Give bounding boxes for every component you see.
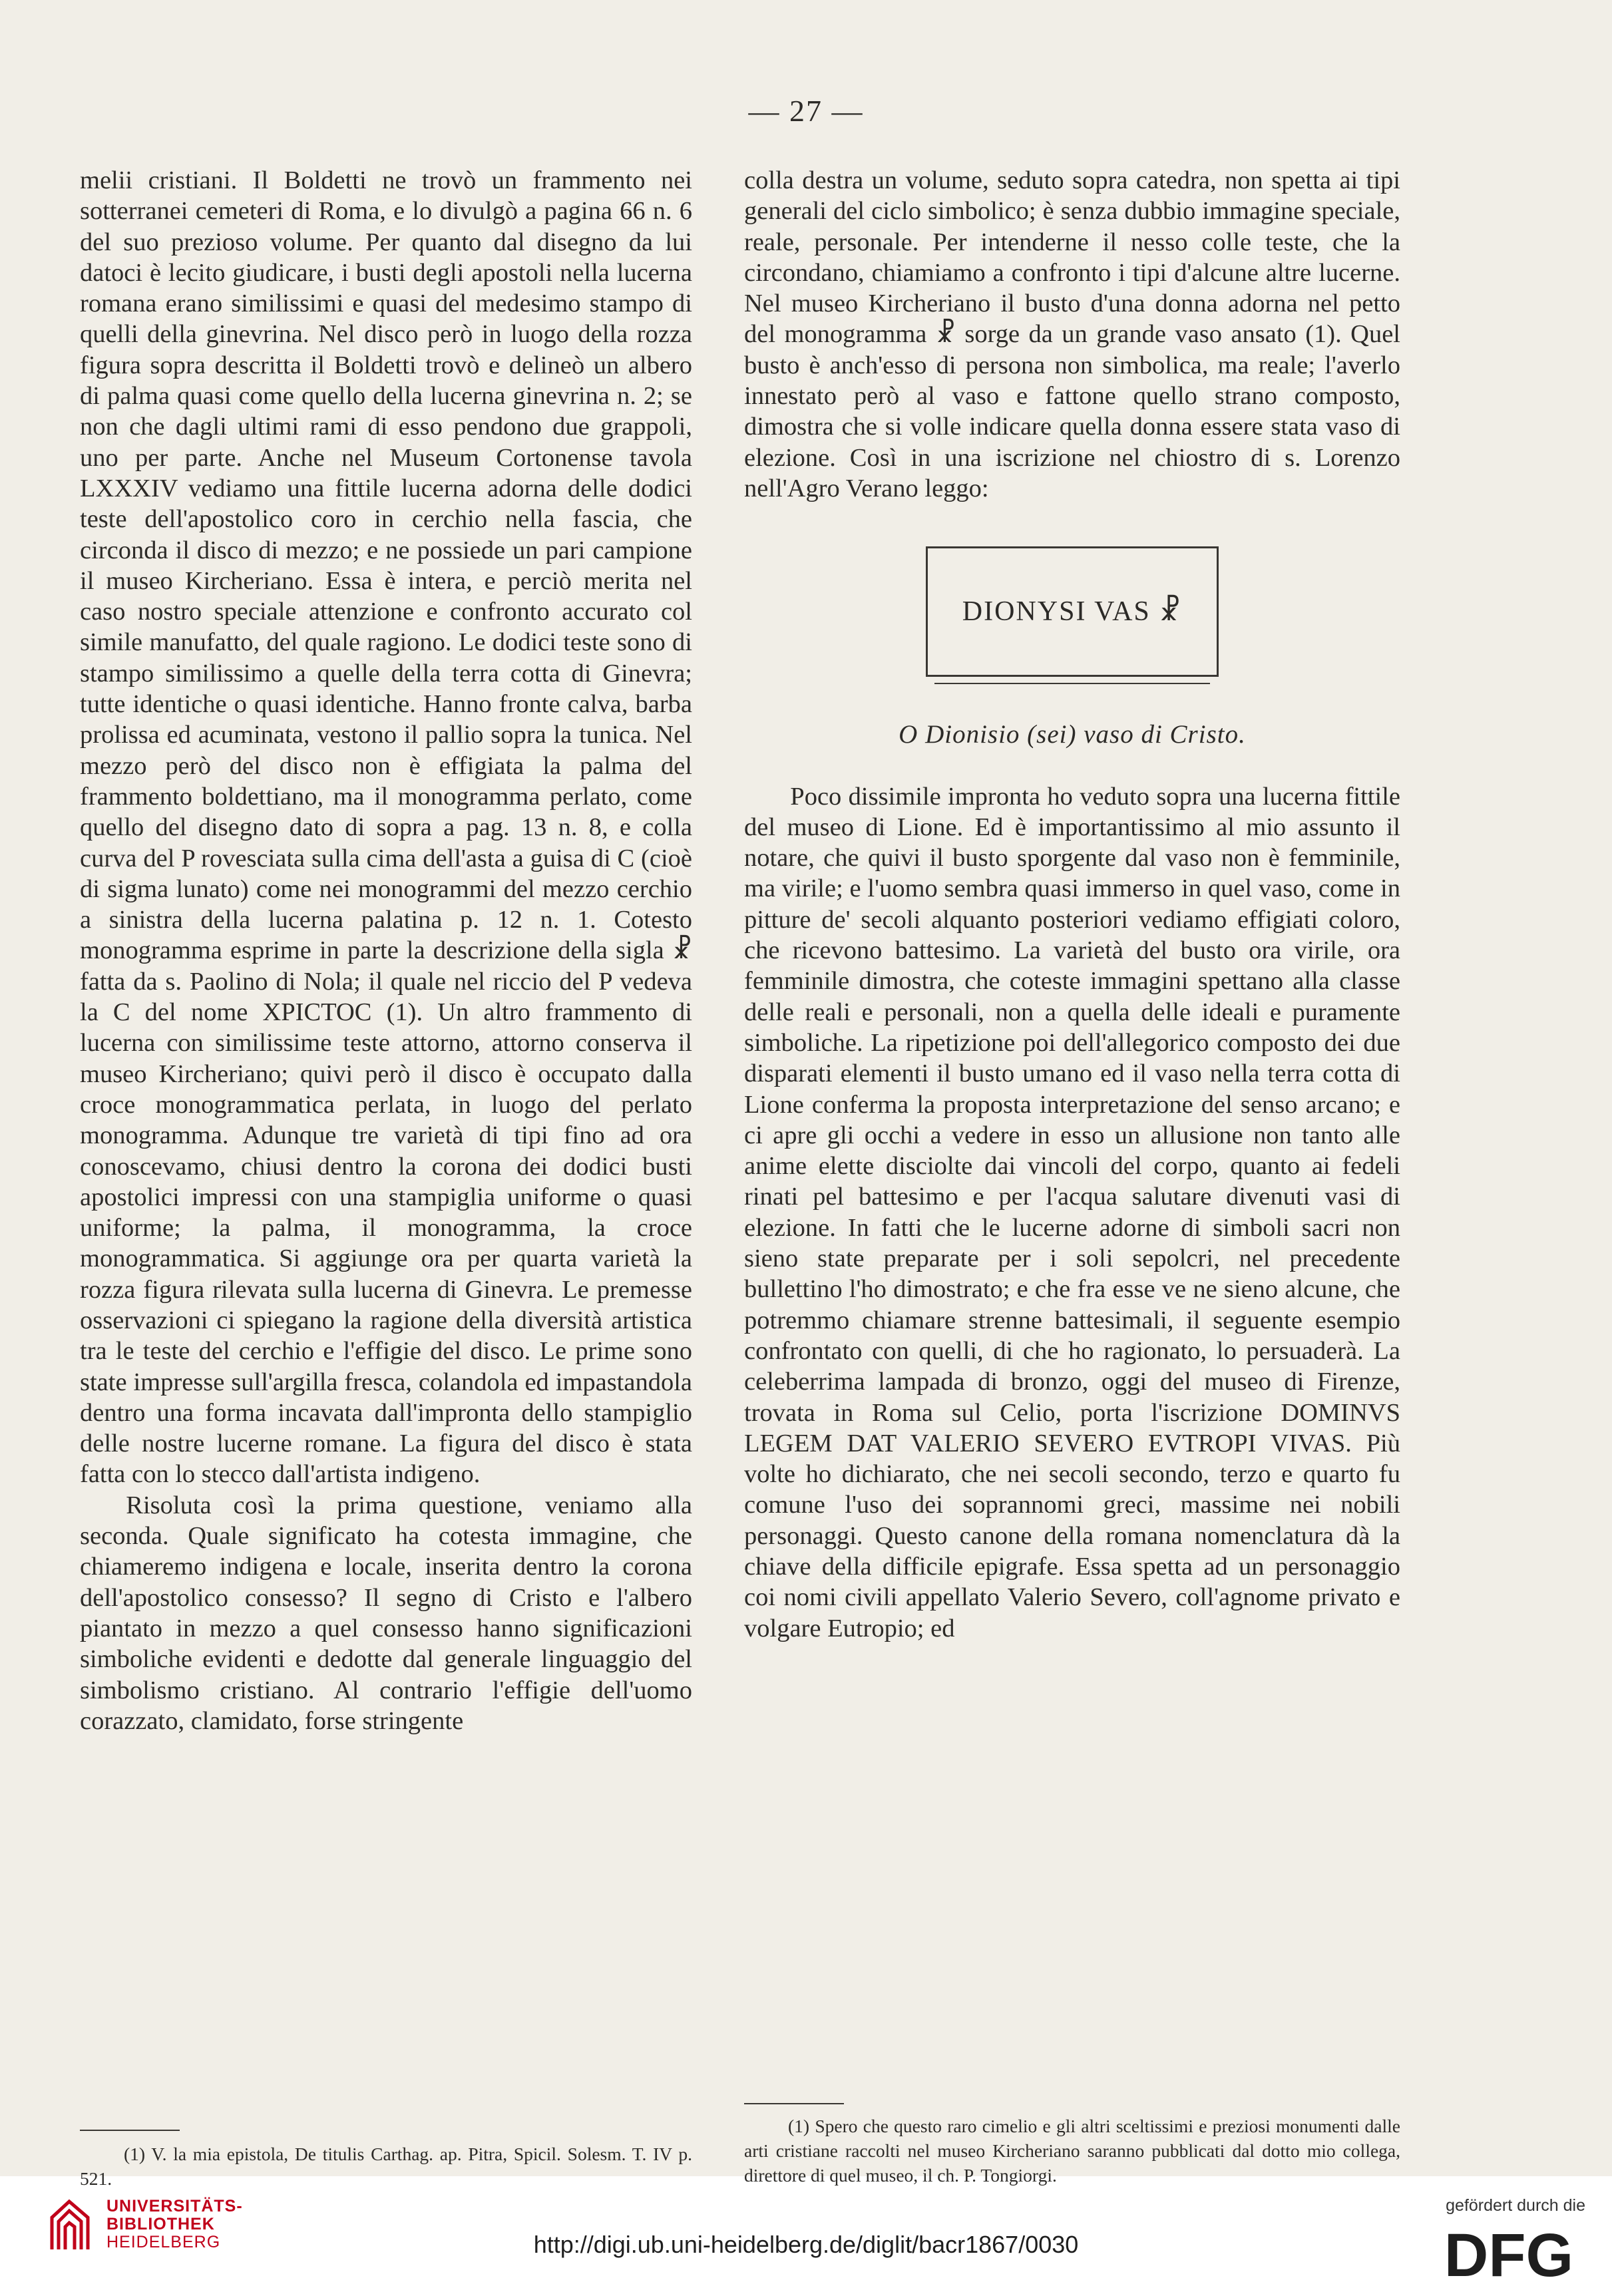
library-name-line-2: BIBLIOTHEK [106, 2215, 215, 2233]
dfg-logo-text: DFG [1444, 2225, 1574, 2283]
footnote-rule-right [744, 2103, 844, 2104]
inscription-text: DIONYSI VAS ☧ [962, 596, 1183, 628]
left-paragraph-1: melii cristiani. Il Boldetti ne trovò un frammento nei sotterranei cemeteri di Roma, e lo divulgò a pagina 66 n. 6 del suo prezioso volume. Per quanto dal disegno da lui datoci è lecito giudicare, i busti degli apostoli nella lucerna romana erano similissimi e quasi del medesimo stampo di quelli della ginevrina. Nel disco però in luogo della rozza figura sopra descritta il Boldetti trovò e delineò un albero di palma quasi come quello della lucerna ginevrina n. 2; se non che dagli ultimi rami di esso pendono due grappoli, uno per parte. Anche nel Museum Cortonense tavola LXXXIV vediamo una fittile lucerna adorna delle dodici teste dell'apostolico coro in cerchio nella fascia, che circonda il disco di mezzo; e ne possiede un pari campione il museo Kircheriano. Essa è intera, e perciò merita nel caso nostro speciale attenzione e confronto accurato col simile manufatto, del quale ragiono. Le dodici teste sono di stampo similissimo a quelle della terra cotta di Ginevra; tutte identiche o quasi identiche. Hanno fronte calva, barba prolissa ed acuminata, vestono il pallio sopra la tunica. Nel mezzo però del disco non è effigiata la palma del frammento boldettiano, ma il monogramma perlato, come quello del disegno dato di sopra a pag. 13 n. 8, e colla curva del P rovesciata sulla cima dell'asta a guisa di C (cioè di sigma lunato) come nei monogrammi del mezzo cerchio a sinistra della lucerna palatina p. 12 n. 1. Cotesto monogramma esprime in parte la descrizione della sigla ☧ fatta da s. Paolino di Nola; il quale nel riccio del P vedeva la C del nome XPICTOC (1). Un altro frammento di lucerna con similissime teste attorno, attorno conserva il museo Kircheriano; quivi però il disco è occupato dalla croce monogrammatica perlata, in luogo del perlato monogramma. Adunque tre varietà di tipi fino ad ora conoscevamo, chiusi dentro la corona dei dodici busti apostolici impressi con una stampiglia uniforme o quasi uniforme; la palma, il monogramma, la croce monogrammatica. Si aggiunge ora per quarta varietà la rozza figura rilevata sulla lucerna di Ginevra. Le premesse osservazioni ci spiegano la ragione della diversità artistica tra le teste del cerchio e l'effigie del disco. Le prime sono state impresse sull'argilla fresca, colandola ed impastandola dentro una forma incavata dall'impronta dello stampiglio delle nostre lucerne romane. La figura del disco è stata fatta con lo stecco dall'artista indigeno. [80, 166, 692, 1489]
footnote-right [744, 2114, 1400, 2188]
inscription-caption: O Dionisio (sei) vaso di Cristo. [899, 720, 1246, 749]
library-name-line-3: HEIDELBERG [106, 2233, 221, 2251]
dfg-logo-icon[interactable] [1432, 2225, 1585, 2283]
inscription-box [926, 546, 1219, 677]
funded-by-label: gefördert durch die [1446, 2196, 1585, 2215]
right-column [744, 165, 1400, 1644]
page-number: — 27 — [748, 94, 864, 128]
left-paragraph-2: Risoluta così la prima questione, veniamo alla seconda. Quale significato ha cotesta immagine, che chiameremo indigena e locale, inserita dentro la corona dell'apostolico consesso? Il segno di Cristo e l'albero piantato in mezzo a quel consesso hanno significazioni simboliche evidenti e dedotte dal generale linguaggio del simbolismo cristiano. Al contrario l'effigie dell'uomo corazzato, clamidato, forse stringente [80, 1491, 692, 1735]
right-paragraph-1: colla destra un volume, seduto sopra catedra, non spetta ai tipi generali del ciclo simbolico; è senza dubbio immagine speciale, reale, personale. Per intenderne il nesso colle teste, che la circondano, chiamiamo a confronto i tipi d'alcune altre lucerne. Nel museo Kircheriano il busto d'una donna adorna nel petto del monogramma ☧ sorge da un grande vaso ansato (1). Quel busto è anch'esso di persona non simbolica, ma reale; l'averlo innestato però al vaso e fattone quello strano composto, dimostra che si volle indicare quella donna essere stata vaso di elezione. Così in una iscrizione nel chiostro di s. Lorenzo nell'Agro Verano leggo: [744, 166, 1400, 502]
footnote-left [80, 2142, 692, 2191]
source-url-link[interactable]: http://digi.ub.uni-heidelberg.de/diglit/bacr1867/0030 [533, 2231, 1079, 2258]
footnote-left-text: (1) V. la mia epistola, De titulis Carthag. ap. Pitra, Spicil. Solesm. T. IV p. 521. [80, 2144, 692, 2189]
library-name-line-1: UNIVERSITÄTS- [106, 2197, 243, 2215]
footnote-right-text: (1) Spero che questo raro cimelio e gli altri sceltissimi e preziosi monumenti dalle arti cristiane raccolti nel museo Kircheriano saranno pubblicati dal dotto mio collega, direttore di quel museo, il ch. P. Tongiorgi. [744, 2116, 1400, 2186]
right-paragraph-2: Poco dissimile impronta ho veduto sopra una lucerna fittile del museo di Lione. Ed è importantissimo al mio assunto il notare, che quivi il busto sporgente dal vaso non è femminile, ma virile; e l'uomo sembra quasi immerso in quel vaso, come in pitture de' secoli alquanto posteriori vediamo effigiati coloro, che ricevono battesimo. La varietà del busto ora virile, ora femminile dimostra, che coteste immagini spettano alla classe delle reali e personali, non a quella delle ideali e puramente simboliche. La ripetizione poi dell'allegorico composto dei due disparati elementi il busto umano ed il vaso nella terra cotta di Lione conferma la proposta interpretazione del senso arcano; e ci apre gli occhi a vedere in esso un allusione non tanto alle anime elette disciolte dai vincoli del corpo, quanto ai fedeli rinati pel battesimo e per l'acqua salutare divenuti vasi di elezione. In fatti che le lucerne adorne di simboli sacri non sieno state preparate per i soli sepolcri, nel precedente bullettino l'ho dimostrato; e che fra esse ve ne sieno alcune, che potremmo chiamare strenne battesimali, il seguente esempio confrontato con quelli, di che ho ragionato, lo persuaderà. La celeberrima lampada di bronzo, oggi del museo di Firenze, trovata in Roma sul Celio, porta l'iscrizione DOMINVS LEGEM DAT VALERIO SEVERO EVTROPI VIVAS. Più volte ho dichiarato, che nei secoli secondo, terzo e quarto fu comune l'uso dei soprannomi greci, massime nei nobili personaggi. Questo canone della romana nomenclatura dà la chiave della difficile epigrafe. Essa spetta ad un personaggio coi nomi civili appellato Valerio Severo, coll'agnome privato e volgare Eutropio; ed [744, 782, 1400, 1642]
footnote-rule-left [80, 2130, 180, 2131]
left-column [80, 165, 692, 1736]
